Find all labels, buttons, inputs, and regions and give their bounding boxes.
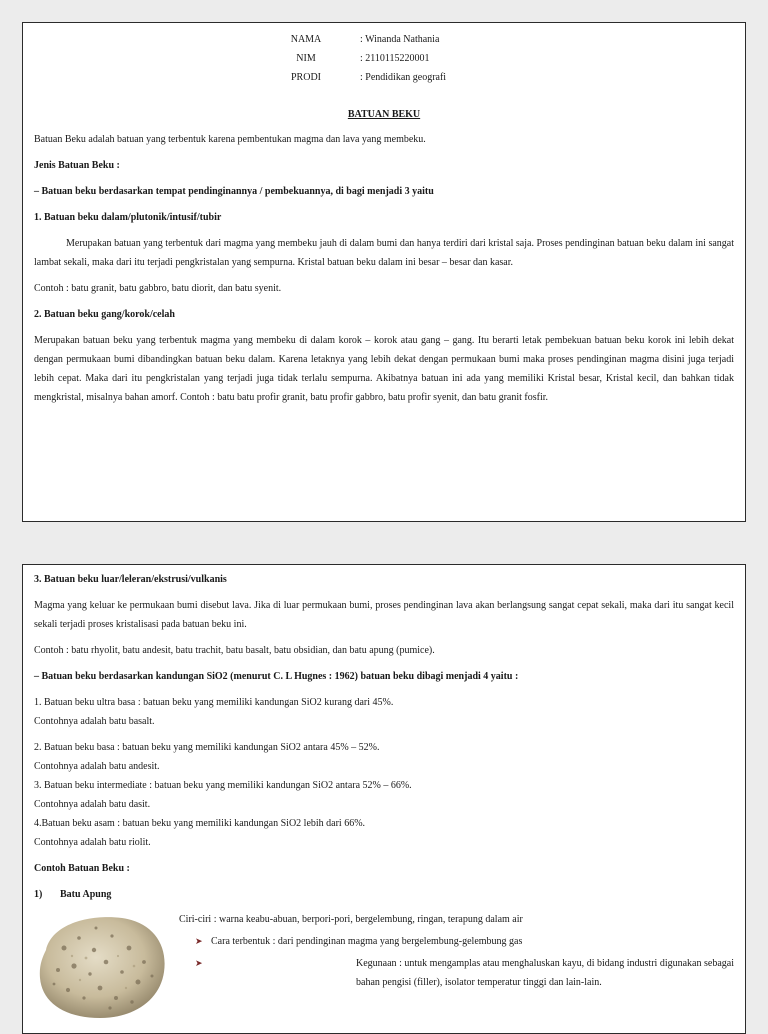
sio2-item-1: 1. Batuan beku ultra basa : batuan beku yang memiliki kandungan SiO2 kurang dari 45%.	[34, 697, 394, 708]
nim-value: : 2110115220001	[360, 53, 430, 64]
type3-body: Magma yang keluar ke permukaan bumi disebut lava. Jika di luar permukaan bumi, proses pendinginan lava akan berlangsung sangat cepat sekali, maka dari itu sangat kecil sekali terjadi proses kristalisasi pada batuan beku ini.	[34, 600, 734, 630]
sio2-item-2-example: Contohnya adalah batu andesit.	[34, 761, 160, 772]
type3-example: Contoh : batu rhyolit, batu andesit, batu trachit, batu basalt, batu obsidian, dan batu apung (pumice).	[34, 645, 435, 656]
type1-heading: 1. Batuan beku dalam/plutonik/intusif/tubir	[34, 212, 222, 223]
prodi-value: : Pendidikan geografi	[360, 72, 447, 83]
item1-uses-row	[179, 954, 734, 992]
sio2-heading: – Batuan beku berdasarkan kandungan SiO2 (menurut C. L Hugnes : 1962) batuan beku dibagi menjadi 4 yaitu :	[34, 671, 519, 682]
arrow-bullet-icon: ➤	[195, 958, 203, 968]
student-info-header	[264, 30, 504, 87]
type2-heading: 2. Batuan beku gang/korok/celah	[34, 309, 175, 320]
item1-number: 1)	[34, 889, 43, 900]
pumice-stone-image	[34, 910, 169, 1020]
sio2-item-3: 3. Batuan beku intermediate : batuan beku yang memiliki kandungan SiO2 antara 52% – 66%.	[34, 780, 412, 791]
item1-detail	[34, 910, 734, 1020]
sio2-item-4: 4.Batuan beku asam : batuan beku yang memiliki kandungan SiO2 lebih dari 66%.	[34, 818, 366, 829]
item1-formation-row	[179, 932, 734, 951]
type3-heading: 3. Batuan beku luar/leleran/ekstrusi/vulkanis	[34, 574, 227, 585]
type1-body: Merupakan batuan yang terbentuk dari magma yang membeku jauh di dalam bumi dan hanya terdiri dari kristal saja. Proses pendinginan batuan beku dalam ini sangat lambat sekali, maka dari itu terjadi pengkristalan yang sempurna. Kristal batuan beku dalam ini besar – besar dan kasar.	[34, 238, 734, 268]
prodi-label: PRODI	[290, 72, 321, 83]
sio2-item-4-example: Contohnya adalah batu riolit.	[34, 837, 151, 848]
sio2-item-2: 2. Batuan beku basa : batuan beku yang memiliki kandungan SiO2 antara 45% – 52%.	[34, 742, 380, 753]
document-title: BATUAN BEKU	[347, 109, 421, 120]
intro-paragraph: Batuan Beku adalah batuan yang terbentuk karena pembentukan magma dan lava yang membeku.	[34, 134, 426, 145]
nim-label: NIM	[296, 53, 316, 64]
document-page-1	[22, 22, 746, 522]
arrow-bullet-icon: ➤	[195, 936, 203, 946]
examples-heading: Contoh Batuan Beku :	[34, 863, 130, 874]
sio2-item-3-example: Contohnya adalah batu dasit.	[34, 799, 151, 810]
type1-example: Contoh : batu granit, batu gabbro, batu diorit, dan batu syenit.	[34, 283, 282, 294]
by-cooling-heading: – Batuan beku berdasarkan tempat pendinginannya / pembekuannya, di bagi menjadi 3 yaitu	[34, 186, 434, 197]
item1-traits: Ciri-ciri : warna keabu-abuan, berpori-pori, bergelembung, ringan, terapung dalam air	[179, 914, 523, 925]
document-page-2	[22, 564, 746, 1034]
name-value: : Winanda Nathania	[360, 34, 440, 45]
item1-text	[179, 910, 734, 1020]
name-label: NAMA	[290, 34, 322, 45]
item1-name: Batu Apung	[60, 889, 112, 900]
item1-heading	[34, 885, 734, 904]
type2-body: Merupakan batuan beku yang terbentuk magma yang membeku di dalam korok – korok atau gang – gang. Itu berarti letak pembekuan batuan beku korok ini lebih dekat dengan permukaan bumi dibandingkan batuan beku dalam. Karena letaknya yang lebih dekat dengan permukaan bumi maka proses pendinginan magma disini juga terjadi lebih cepat. Maka dari itu pengkristalan yang terjadi juga tidak terlalu sempurna. Akibatnya batuan ini ada yang memiliki Kristal besar, Kristal kecil, dan bahkan tidak mengkristal, misalnya bahan amorf. Contoh : batu batu profir granit, batu profir gabbro, batu profir syenit, dan batu granit fosfir.	[34, 335, 734, 403]
sio2-item-1-example: Contohnya adalah batu basalt.	[34, 716, 155, 727]
item1-formation: Cara terbentuk : dari pendinginan magma yang bergelembung-gelembung gas	[211, 936, 523, 947]
types-heading: Jenis Batuan Beku :	[34, 160, 120, 171]
item1-uses: Kegunaan : untuk mengamplas atau menghaluskan kayu, di bidang industri digunakan sebagai bahan pengisi (filler), isolator temperatur tinggi dan lain-lain.	[356, 958, 734, 988]
